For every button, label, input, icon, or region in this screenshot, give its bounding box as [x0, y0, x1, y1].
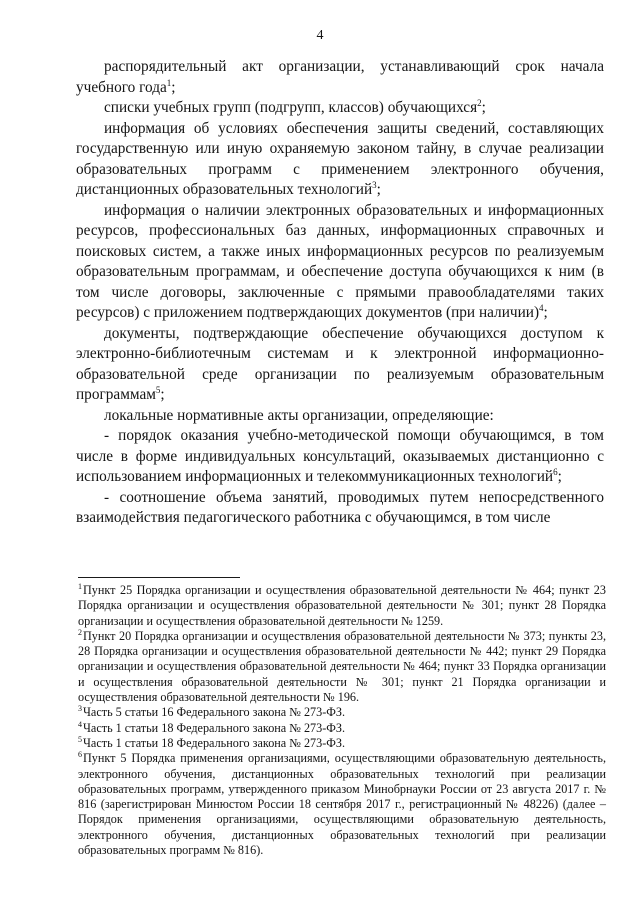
footnote-separator [78, 577, 240, 578]
footnote-ref: 1 [166, 77, 172, 88]
footnote-5: $^5$Часть 1 статьи 18 Федерального закона № 273-ФЗ. [78, 734, 346, 750]
paragraph-electronic-resources: информация о наличии электронных образовательных и информационных ресурсов, профессиональных баз данных, информационных справочных и поисковых систем, а также иных информационных ресурсов по реализуемым образовательным программам, и обеспечение доступа обучающихся к ним (в том числе договоры, заключенные с прямыми правообладателями таких ресурсов) с приложением подтверждающих документов (при наличии)$^4$; [76, 201, 604, 321]
paragraph-volume-ratio: - соотношение объема занятий, проводимых путем непосредственного взаимодействия педагогического работника с обучающимся, в том числе [76, 488, 604, 526]
footnotes [78, 583, 606, 858]
body-text [76, 57, 604, 529]
page-number: 4 [316, 28, 324, 43]
footnote-ref: 2 [477, 97, 482, 108]
footnote-ref: 6 [553, 466, 558, 477]
paragraph-methodical-help: - порядок оказания учебно-методической помощи обучающимся, в том числе в форме индивидуальных консультаций, оказываемых дистанционно с использованием информационных и телекоммуникационных технологий$^6$; [76, 427, 604, 485]
footnote-4: $^4$Часть 1 статьи 18 Федерального закона № 273-ФЗ. [78, 719, 346, 735]
footnote-ref: 4 [539, 302, 544, 313]
paragraph-library-access: документы, подтверждающие обеспечение обучающихся доступом к электронно-библиотечным системам и к электронной информационно-образовательной среде организации по реализуемым образовательным программам$^5$; [76, 324, 604, 403]
footnote-6: $^6$Пункт 5 Порядка применения организациями, осуществляющими образовательную деятельность, электронного обучения, дистанционных образовательных технологий при реализации образовательных программ, утвержденного приказом Минобрнауки России от 23 августа 2017 г. № 816 (зарегистрирован Минюстом России 18 сентября 2017 г., регистрационный № 48226) (далее – Порядок применения организациями, осуществляющими образовательную деятельность, электронного обучения, дистанционных образовательных технологий при реализации образовательных программ № 816). [78, 750, 606, 858]
paragraph-data-protection: информация об условиях обеспечения защиты сведений, составляющих государственную или иную охраняемую законом тайну, в случае реализации образовательных программ с применением электронного обучения, дистанционных образовательных технологий$^3$; [76, 119, 604, 198]
footnote-ref: 5 [155, 384, 161, 395]
footnote-1: $^1$Пункт 25 Порядка организации и осуществления образовательной деятельности № 464; пункт 23 Порядка организации и осуществления образовательной деятельности № 301; пункт 28 Порядка организации и осуществления образовательной деятельности № 1259. [78, 581, 606, 628]
footnote-ref: 3 [372, 179, 377, 190]
paragraph-study-groups: списки учебных групп (подгрупп, классов) обучающихся$^2$; [104, 97, 486, 116]
footnote-3: $^3$Часть 5 статьи 16 Федерального закона № 273-ФЗ. [78, 704, 346, 720]
paragraph-local-acts: локальные нормативные акты организации, определяющие: [104, 406, 494, 424]
footnote-2: $^2$Пункт 20 Порядка организации и осуществления образовательной деятельности № 373; пункты 23, 28 Порядка организации и осуществления образовательной деятельности № 442; пункт 29 Порядка организации и осуществления образовательной деятельности № 464; пункт 33 Порядка организации и осуществления образовательной деятельности № 301; пункт 21 Порядка организации и осуществления образовательной деятельности № 196. [78, 627, 606, 705]
paragraph-start-date-act: распорядительный акт организации, устанавливающий срок начала учебного года$^1$; [76, 58, 604, 96]
